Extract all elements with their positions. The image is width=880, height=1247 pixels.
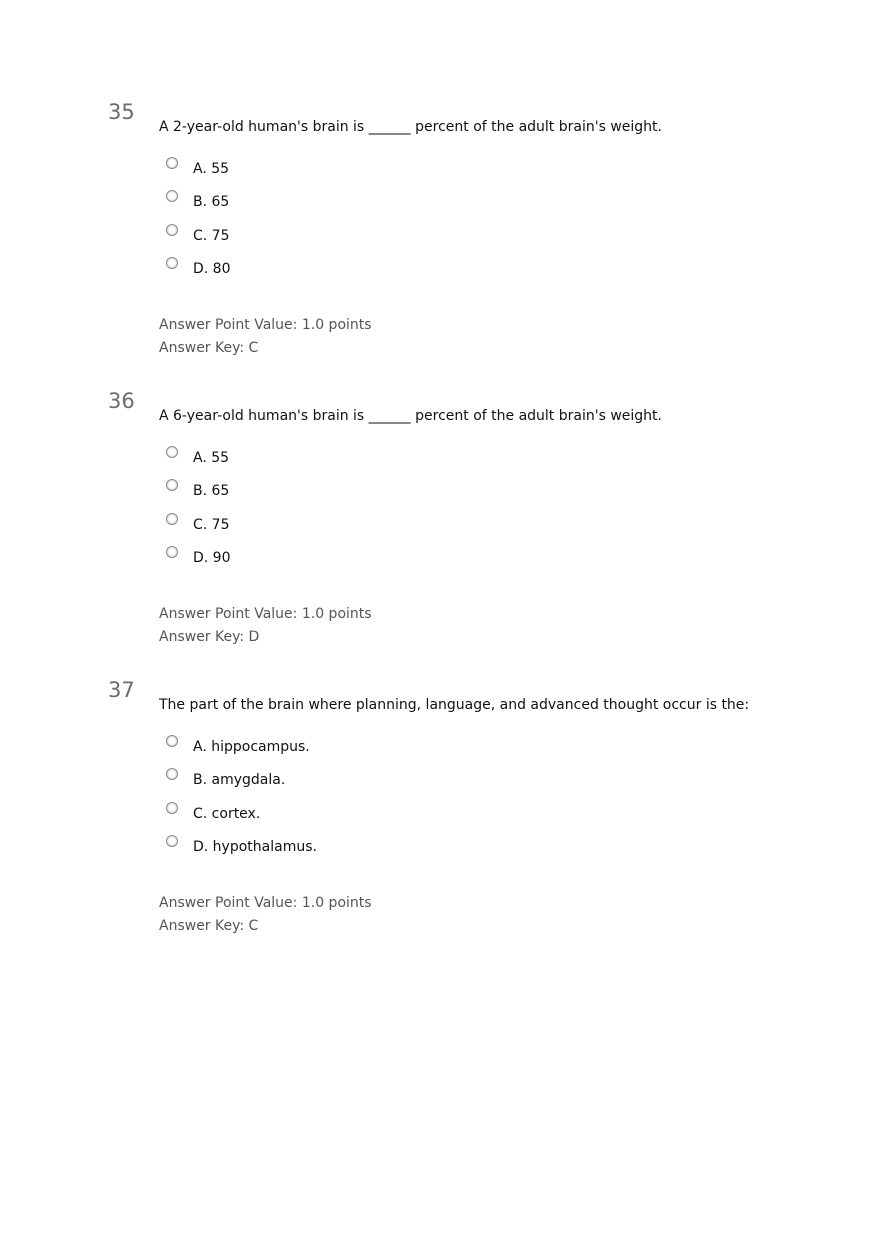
radio-button-icon[interactable] [166, 190, 178, 202]
radio-button-icon[interactable] [166, 835, 178, 847]
option-label: A. hippocampus. [193, 739, 310, 755]
question-text: A 2-year-old human's brain is ______ percent of the adult brain's weight. [159, 119, 662, 135]
option-label: D. 80 [193, 261, 231, 278]
radio-button-icon[interactable] [166, 513, 178, 525]
answer-meta [159, 603, 372, 649]
question-37 [0, 678, 880, 948]
point-value: Answer Point Value: 1.0 points [159, 317, 372, 333]
answer-meta [159, 892, 372, 938]
radio-button-icon[interactable] [166, 768, 178, 780]
point-value: Answer Point Value: 1.0 points [159, 895, 372, 911]
option-label: B. amygdala. [193, 772, 286, 789]
answer-key: Answer Key: D [159, 629, 260, 645]
radio-button-icon[interactable] [166, 257, 178, 269]
answer-key: Answer Key: C [159, 918, 259, 934]
radio-button-icon[interactable] [166, 546, 178, 558]
option-label: B. 65 [193, 194, 230, 211]
radio-button-icon[interactable] [166, 157, 178, 169]
option-label: D. hypothalamus. [193, 839, 317, 856]
radio-button-icon[interactable] [166, 735, 178, 747]
question-number: 36 [108, 389, 135, 413]
question-35 [0, 100, 880, 370]
question-text: A 6-year-old human's brain is ______ percent of the adult brain's weight. [159, 408, 662, 424]
radio-button-icon[interactable] [166, 802, 178, 814]
option-label: D. 90 [193, 550, 231, 567]
option-label: C. cortex. [193, 805, 261, 822]
question-text: The part of the brain where planning, language, and advanced thought occur is the: [159, 697, 750, 713]
option-label: C. 75 [193, 516, 230, 533]
question-number: 35 [108, 100, 135, 124]
answer-meta [159, 314, 372, 360]
option-label: A. 55 [193, 450, 230, 466]
answer-key: Answer Key: C [159, 340, 259, 356]
option-label: A. 55 [193, 161, 230, 177]
point-value: Answer Point Value: 1.0 points [159, 606, 372, 622]
radio-button-icon[interactable] [166, 224, 178, 236]
radio-button-icon[interactable] [166, 446, 178, 458]
radio-button-icon[interactable] [166, 479, 178, 491]
option-label: C. 75 [193, 227, 230, 244]
question-36 [0, 389, 880, 659]
option-label: B. 65 [193, 483, 230, 500]
question-number: 37 [108, 678, 135, 702]
